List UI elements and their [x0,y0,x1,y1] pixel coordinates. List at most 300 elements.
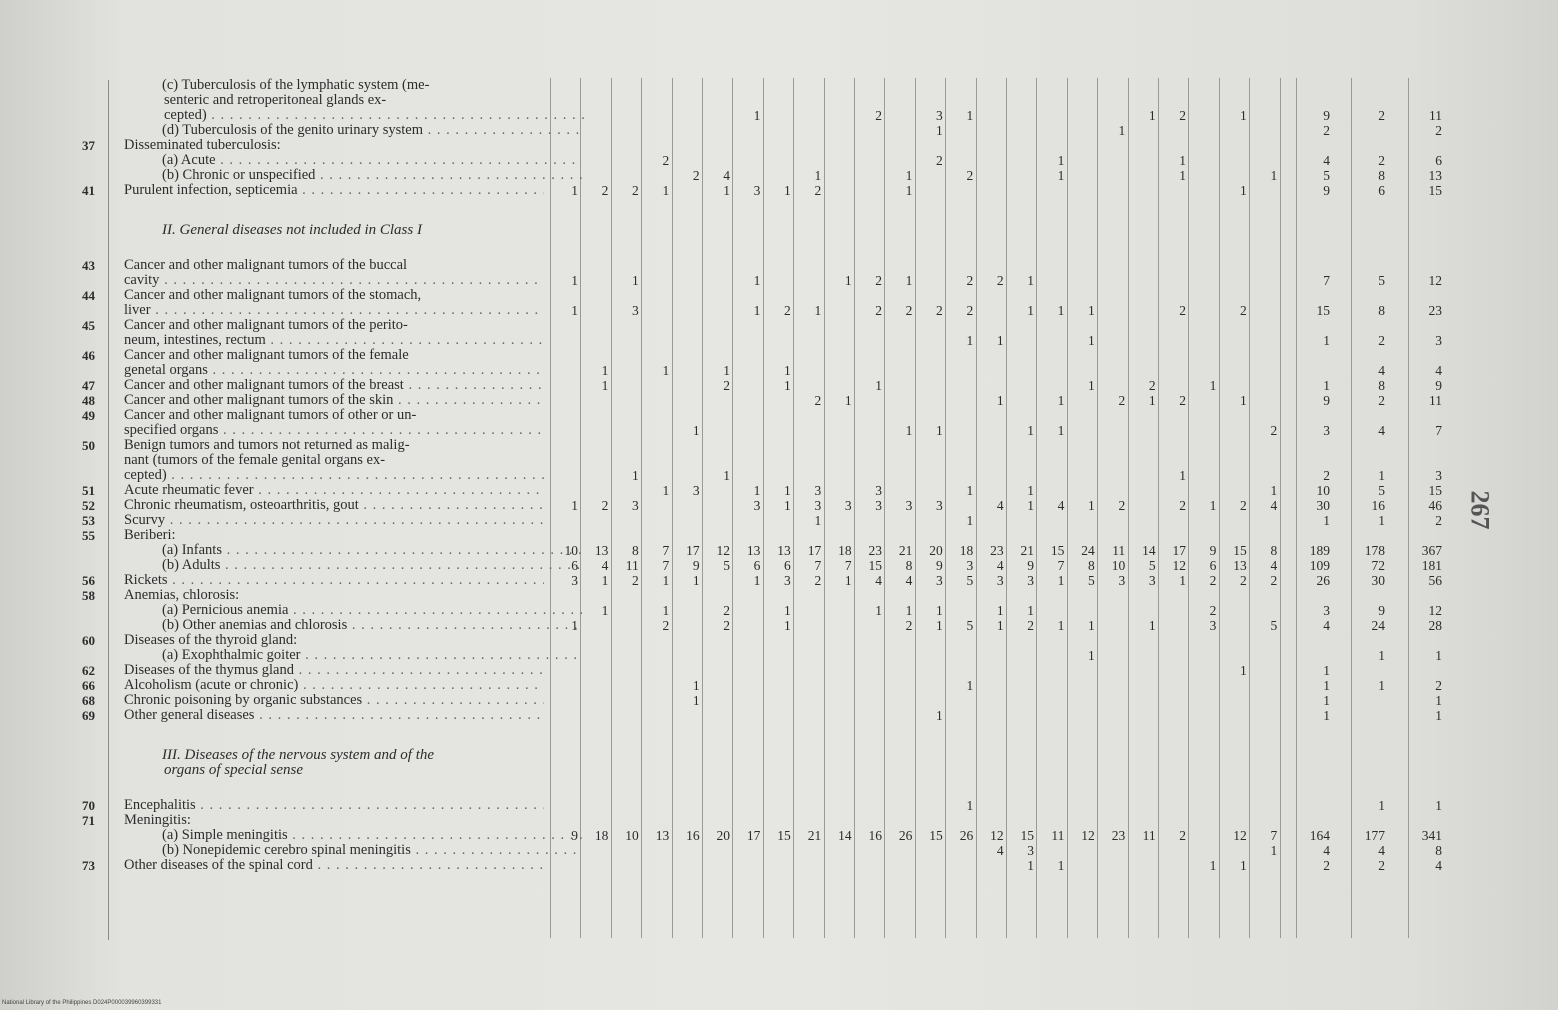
count-cell: 1 [936,708,943,723]
count-cell: 15 [777,828,791,843]
cause-number: 71 [82,813,95,828]
cause-label: Diseases of the thyroid gland: [124,633,298,648]
count-cell: 1 [632,273,639,288]
cause-label: (a) Pernicious anemia . . . [162,603,582,618]
total-cell: 9 [1435,378,1442,393]
total-male-cell: 2 [1323,858,1330,873]
count-cell: 3 [632,303,639,318]
count-cell: 1 [784,603,791,618]
total-cell: 56 [1428,573,1442,588]
count-cell: 15 [1050,543,1065,558]
count-cell: 3 [692,483,700,498]
count-cell: 2 [814,183,822,198]
cause-label: (a) Infants . . . [162,543,582,558]
count-cell: 10 [564,543,578,558]
total-cell: 12 [1428,603,1442,618]
count-cell: 1 [1240,183,1247,198]
cause-label: Encephalitis . . . [124,798,544,813]
count-cell: 1 [814,168,822,183]
total-cell: 1 [1435,708,1442,723]
count-cell: 10 [625,828,639,843]
count-cell: 1 [1209,378,1217,393]
count-cell: 11 [1142,828,1156,843]
count-cell: 20 [716,828,730,843]
count-cell: 1 [996,603,1004,618]
count-cell: 1 [966,798,974,813]
count-cell: 1 [905,423,913,438]
count-cell: 4 [1270,498,1278,513]
total-female-cell: 2 [1378,393,1385,408]
count-cell: 1 [1179,153,1186,168]
cause-label: Cancer and other malignant tumors of the breast . . . [124,378,544,393]
count-cell: 1 [784,183,791,198]
library-footer: National Library of the Philippines D024P000039960399331 [2,1000,162,1006]
count-cell: 1 [662,603,670,618]
count-cell: 2 [723,603,730,618]
count-cell: 1 [1118,123,1126,138]
count-cell: 1 [844,573,852,588]
count-cell: 1 [784,363,791,378]
count-cell: 14 [1142,543,1156,558]
count-cell: 2 [875,108,882,123]
total-male-cell: 5 [1323,168,1330,183]
count-cell: 6 [571,558,578,573]
cause-number: 55 [82,528,95,543]
cause-label: neum, intestines, rectum . . . [124,333,544,348]
count-cell: 2 [632,573,639,588]
count-cell: 1 [723,183,730,198]
total-female-cell: 177 [1364,828,1385,843]
count-cell: 8 [1270,543,1278,558]
count-cell: 14 [838,828,852,843]
total-female-cell: 1 [1378,513,1385,528]
total-male-cell: 1 [1323,333,1330,348]
count-cell: 4 [601,558,609,573]
count-cell: 1 [1027,303,1034,318]
count-cell: 1 [1270,483,1278,498]
count-cell: 2 [692,168,700,183]
total-male-cell: 1 [1323,513,1330,528]
count-cell: 1 [1240,663,1247,678]
cause-label: Anemias, chlorosis: [124,588,240,603]
count-cell: 17 [746,828,761,843]
count-cell: 3 [1118,573,1126,588]
total-cell: 6 [1435,153,1442,168]
count-cell: 4 [723,168,730,183]
count-cell: 18 [959,543,974,558]
total-cell: 46 [1428,498,1442,513]
count-cell: 1 [601,378,609,393]
count-cell: 1 [1240,858,1247,873]
count-cell: 3 [1027,573,1034,588]
count-cell: 3 [753,183,761,198]
count-cell: 1 [692,573,700,588]
total-male-cell: 9 [1323,108,1330,123]
count-cell: 1 [1148,393,1156,408]
count-cell: 1 [723,468,730,483]
count-cell: 1 [875,603,882,618]
count-cell: 13 [777,543,791,558]
total-female-cell: 2 [1378,153,1385,168]
cause-label: (c) Tuberculosis of the lymphatic system (me- [162,78,430,93]
count-cell: 1 [662,573,670,588]
count-cell: 3 [814,483,822,498]
count-cell: 1 [784,483,791,498]
count-cell: 1 [905,273,913,288]
total-female-cell: 1 [1378,648,1385,663]
count-cell: 1 [1179,468,1186,483]
count-cell: 15 [1020,828,1034,843]
total-female-cell: 2 [1378,108,1385,123]
count-cell: 3 [753,498,761,513]
total-cell: 341 [1421,828,1442,843]
count-cell: 1 [905,603,913,618]
count-cell: 2 [723,378,730,393]
count-cell: 1 [662,483,670,498]
count-cell: 3 [936,108,943,123]
count-cell: 2 [601,498,609,513]
total-female-cell: 4 [1378,843,1385,858]
cause-label: (a) Simple meningitis . . . [162,828,582,843]
count-cell: 1 [723,363,730,378]
cause-number: 44 [82,288,95,303]
count-cell: 1 [571,183,578,198]
count-cell: 3 [996,573,1004,588]
cause-label: (a) Acute . . . [162,153,582,168]
count-cell: 26 [959,828,974,843]
cause-label: Cancer and other malignant tumors of the buccal [124,258,408,273]
count-cell: 1 [1027,423,1034,438]
count-cell: 2 [1027,618,1034,633]
count-cell: 15 [929,828,943,843]
total-cell: 1 [1435,648,1442,663]
count-cell: 2 [814,393,822,408]
count-cell: 1 [753,108,761,123]
cause-label: Chronic poisoning by organic substances . . . [124,693,544,708]
count-cell: 9 [571,828,578,843]
count-cell: 1 [692,423,700,438]
total-female-cell: 16 [1371,498,1385,513]
count-cell: 1 [662,183,670,198]
count-cell: 1 [601,363,609,378]
count-cell: 1 [1057,153,1065,168]
count-cell: 1 [1057,618,1065,633]
cause-label: nant (tumors of the female genital organs ex- [124,453,386,468]
cause-number: 52 [82,498,95,513]
count-cell: 8 [1088,558,1095,573]
count-cell: 8 [905,558,913,573]
count-cell: 1 [936,618,943,633]
count-cell: 3 [936,573,943,588]
count-cell: 1 [966,333,974,348]
count-cell: 15 [1233,543,1247,558]
count-cell: 1 [1179,573,1186,588]
count-cell: 1 [753,273,761,288]
total-cell: 367 [1421,543,1442,558]
count-cell: 2 [875,273,882,288]
count-cell: 3 [1209,618,1217,633]
total-cell: 13 [1428,168,1442,183]
count-cell: 3 [875,498,882,513]
count-cell: 1 [1148,618,1156,633]
count-cell: 1 [1057,168,1065,183]
count-cell: 17 [686,543,700,558]
total-male-cell: 1 [1323,378,1330,393]
count-cell: 5 [1088,573,1095,588]
cause-label: Alcoholism (acute or chronic) . . . [124,678,544,693]
count-cell: 18 [594,828,609,843]
count-cell: 1 [571,498,578,513]
count-cell: 1 [753,483,761,498]
count-cell: 12 [990,828,1004,843]
count-cell: 1 [1209,498,1217,513]
count-cell: 4 [875,573,882,588]
cause-label: cavity . . . [124,273,544,288]
total-female-cell: 5 [1378,483,1385,498]
cause-number: 46 [82,348,95,363]
count-cell: 1 [692,678,700,693]
cause-number: 56 [82,573,95,588]
count-cell: 1 [662,363,670,378]
count-cell: 3 [814,498,822,513]
count-cell: 1 [784,378,791,393]
cause-label: Rickets . . . [124,573,544,588]
total-cell: 2 [1435,123,1442,138]
cause-number: 43 [82,258,95,273]
total-male-cell: 1 [1323,708,1330,723]
total-male-cell: 2 [1323,468,1330,483]
count-cell: 1 [784,618,791,633]
total-female-cell: 8 [1378,168,1385,183]
count-cell: 1 [1270,843,1278,858]
cause-label: (b) Nonepidemic cerebro spinal meningitis . . . [162,843,582,858]
count-cell: 2 [1118,498,1126,513]
column-rule [641,78,642,938]
count-cell: 1 [1179,168,1186,183]
cause-number: 48 [82,393,95,408]
cause-label: Cancer and other malignant tumors of other or un- [124,408,417,423]
cause-label: Other diseases of the spinal cord . . . [124,858,544,873]
cause-label: Benign tumors and tumors not returned as malig- [124,438,410,453]
count-cell: 12 [1172,558,1186,573]
count-cell: 1 [1088,303,1095,318]
cause-number: 45 [82,318,95,333]
total-female-cell: 72 [1371,558,1385,573]
count-cell: 1 [1088,333,1095,348]
total-male-cell: 3 [1323,423,1330,438]
count-cell: 13 [655,828,670,843]
count-cell: 23 [1111,828,1126,843]
section-heading: organs of special sense [164,763,304,778]
section-heading: III. Diseases of the nervous system and of the [162,748,435,763]
count-cell: 1 [601,603,609,618]
total-cell: 15 [1428,183,1442,198]
count-cell: 4 [996,558,1004,573]
total-cell: 8 [1435,843,1442,858]
column-rule [672,78,673,938]
cause-label: (a) Exophthalmic goiter . . . [162,648,582,663]
count-cell: 2 [1270,423,1278,438]
count-cell: 2 [996,273,1004,288]
cause-label: liver . . . [124,303,544,318]
count-cell: 1 [571,618,578,633]
count-cell: 13 [746,543,761,558]
count-cell: 2 [966,303,974,318]
count-cell: 15 [868,558,882,573]
total-male-cell: 189 [1309,543,1330,558]
count-cell: 2 [1179,828,1186,843]
total-male-cell: 2 [1323,123,1330,138]
count-cell: 6 [784,558,791,573]
count-cell: 2 [966,168,974,183]
total-female-cell: 4 [1378,363,1385,378]
cause-label: Disseminated tuberculosis: [124,138,281,153]
cause-number: 51 [82,483,95,498]
total-male-cell: 10 [1316,483,1330,498]
count-cell: 4 [996,843,1004,858]
cause-label: cepted) . . . [124,468,544,483]
total-female-cell: 2 [1378,858,1385,873]
count-cell: 1 [632,468,639,483]
count-cell: 11 [1051,828,1065,843]
count-cell: 2 [662,618,670,633]
count-cell: 1 [814,303,822,318]
count-cell: 1 [1027,273,1034,288]
count-cell: 4 [1057,498,1065,513]
count-cell: 11 [625,558,639,573]
cause-label: Cancer and other malignant tumors of the skin . . . [124,393,544,408]
total-female-cell: 5 [1378,273,1385,288]
cause-number: 37 [82,138,95,153]
cause-label: (b) Other anemias and chlorosis . . . [162,618,582,633]
count-cell: 11 [1112,543,1126,558]
count-cell: 1 [875,378,882,393]
total-cell: 1 [1435,693,1442,708]
total-male-cell: 1 [1323,663,1330,678]
count-cell: 3 [844,498,852,513]
count-cell: 1 [692,693,700,708]
count-cell: 1 [753,573,761,588]
count-cell: 12 [716,543,730,558]
count-cell: 2 [723,618,730,633]
column-rule [1128,78,1129,938]
total-cell: 28 [1428,618,1442,633]
total-male-cell: 4 [1323,618,1330,633]
count-cell: 18 [838,543,852,558]
cause-label: Other general diseases . . . [124,708,544,723]
count-cell: 1 [1148,108,1156,123]
count-cell: 1 [844,273,852,288]
total-male-cell: 26 [1316,573,1330,588]
count-cell: 2 [1209,573,1217,588]
count-cell: 21 [1020,543,1034,558]
total-cell: 12 [1428,273,1442,288]
cause-number: 70 [82,798,95,813]
count-cell: 3 [936,498,943,513]
count-cell: 1 [1270,168,1278,183]
count-cell: 7 [814,558,822,573]
cause-number: 68 [82,693,95,708]
count-cell: 2 [936,303,943,318]
count-cell: 4 [996,498,1004,513]
total-female-cell: 1 [1378,678,1385,693]
total-female-cell: 178 [1364,543,1385,558]
count-cell: 1 [1057,858,1065,873]
count-cell: 2 [662,153,670,168]
total-male-cell: 1 [1323,693,1330,708]
count-cell: 16 [868,828,882,843]
count-cell: 3 [966,558,974,573]
cause-label: Scurvy . . . [124,513,544,528]
page-number: 267 [1465,490,1495,530]
count-cell: 3 [784,573,791,588]
count-cell: 13 [1233,558,1247,573]
cause-label: Meningitis: [124,813,191,828]
count-cell: 2 [936,153,943,168]
count-cell: 2 [1240,498,1247,513]
count-cell: 24 [1081,543,1095,558]
total-male-cell: 3 [1323,603,1330,618]
count-cell: 1 [936,123,943,138]
total-female-cell: 6 [1378,183,1385,198]
count-cell: 7 [662,558,670,573]
count-cell: 2 [1179,393,1186,408]
count-cell: 1 [753,303,761,318]
count-cell: 2 [905,618,913,633]
total-female-cell: 9 [1378,603,1385,618]
cause-number: 53 [82,513,95,528]
cause-label: Purulent infection, septicemia . . . [124,183,544,198]
count-cell: 1 [1088,648,1095,663]
count-cell: 5 [966,618,974,633]
count-cell: 4 [905,573,913,588]
count-cell: 1 [966,483,974,498]
cause-number: 62 [82,663,95,678]
count-cell: 16 [686,828,700,843]
total-female-cell: 1 [1378,798,1385,813]
count-cell: 2 [601,183,609,198]
count-cell: 2 [1148,378,1156,393]
count-cell: 5 [1148,558,1156,573]
count-cell: 5 [966,573,974,588]
cause-number: 49 [82,408,95,423]
count-cell: 26 [898,828,913,843]
count-cell: 1 [1088,378,1095,393]
count-cell: 1 [1027,858,1034,873]
count-cell: 2 [1270,573,1278,588]
total-cell: 11 [1429,108,1442,123]
section-heading: II. General diseases not included in Class I [162,223,422,238]
count-cell: 9 [936,558,943,573]
count-cell: 1 [996,393,1004,408]
count-cell: 3 [1148,573,1156,588]
total-cell: 2 [1435,513,1442,528]
count-cell: 21 [898,543,913,558]
count-cell: 2 [1240,303,1247,318]
count-cell: 23 [990,543,1004,558]
count-cell: 2 [814,573,822,588]
count-cell: 1 [1027,483,1034,498]
count-cell: 13 [594,543,609,558]
count-cell: 17 [1172,543,1186,558]
cause-number: 41 [82,183,95,198]
total-male-cell: 15 [1316,303,1330,318]
total-cell: 3 [1435,468,1442,483]
count-cell: 9 [1209,543,1217,558]
count-cell: 1 [784,498,791,513]
count-cell: 3 [1027,843,1034,858]
count-cell: 5 [723,558,730,573]
